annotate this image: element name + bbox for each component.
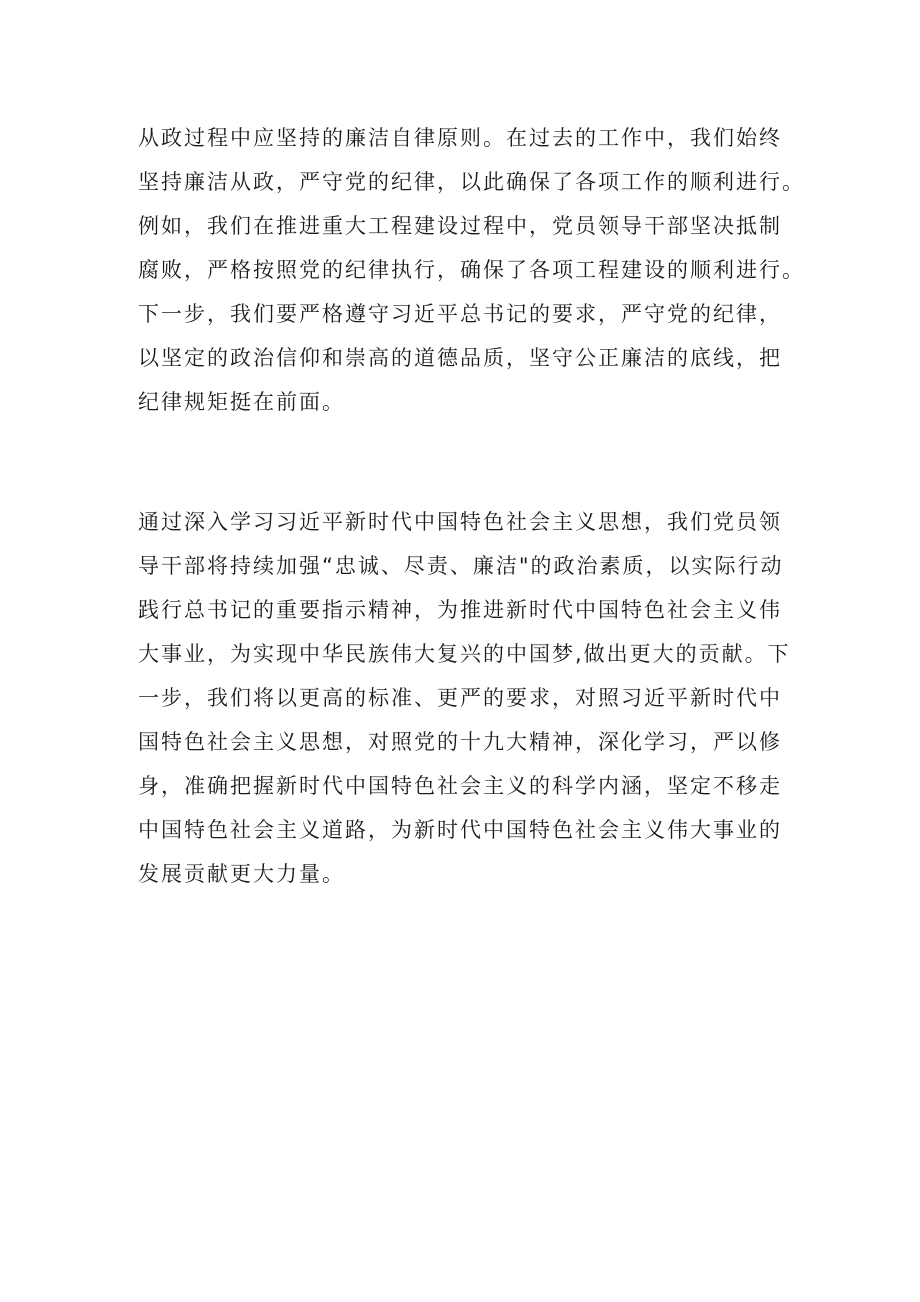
text-line: 从政过程中应坚持的廉洁自律原则。在过去的工作中，我们始终: [138, 126, 782, 150]
text-line: 以坚定的政治信仰和崇高的道德品质，坚守公正廉洁的底线，把: [138, 346, 782, 370]
text-line: 下一步，我们要严格遵守习近平总书记的要求，严守党的纪律，: [138, 302, 782, 326]
text-line: 国特色社会主义思想，对照党的十九大精神，深化学习，严以修: [138, 730, 782, 754]
text-line: 坚持廉洁从政，严守党的纪律，以此确保了各项工作的顺利进行。: [138, 170, 805, 194]
text-line: 身，准确把握新时代中国特色社会主义的科学内涵，坚定不移走: [138, 774, 782, 798]
text-line: 践行总书记的重要指示精神，为推进新时代中国特色社会主义伟: [138, 598, 782, 622]
text-line: 大事业，为实现中华民族伟大复兴的中国梦,做出更大的贡献。下: [138, 642, 791, 666]
paragraph-integrity: [138, 116, 818, 424]
text-line: 中国特色社会主义道路，为新时代中国特色社会主义伟大事业的: [138, 818, 782, 842]
paragraph-conclusion: [138, 500, 818, 896]
text-line: 腐败，严格按照党的纪律执行，确保了各项工程建设的顺利进行。: [138, 258, 805, 282]
text-line: 导干部将持续加强“忠诚、尽责、廉洁"的政治素质，以实际行动: [138, 554, 784, 578]
text-line: 发展贡献更大力量。: [138, 862, 345, 886]
text-line: 纪律规矩挺在前面。: [138, 390, 345, 414]
text-line: 通过深入学习习近平新时代中国特色社会主义思想，我们党员领: [138, 510, 782, 534]
text-line: 一步，我们将以更高的标准、更严的要求，对照习近平新时代中: [138, 686, 782, 710]
text-line: 例如，我们在推进重大工程建设过程中，党员领导干部坚决抵制: [138, 214, 782, 238]
